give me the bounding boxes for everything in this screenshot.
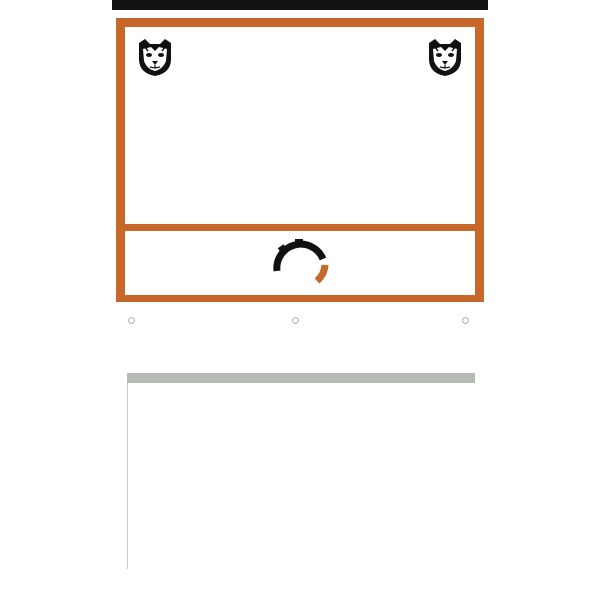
hanger-hole-right: ◯: [462, 318, 469, 324]
top-binding-strip: [112, 0, 488, 10]
alva-auto-care-logo: [251, 237, 349, 291]
schedule-ad-panel: [116, 18, 484, 302]
sponsor-card: [125, 231, 475, 295]
hanger-hole-left: ◯: [128, 318, 135, 324]
tiger-mascot-icon: [423, 35, 467, 79]
mini-calendar-prev: [128, 333, 198, 334]
hanger-hole-center: ◯: [292, 318, 299, 324]
tiger-mascot-icon: [133, 35, 177, 79]
schedule-card: [125, 27, 475, 224]
weekday-header-bar: [127, 373, 475, 383]
month-grid: [127, 383, 475, 569]
mini-calendar-next: [404, 333, 474, 334]
